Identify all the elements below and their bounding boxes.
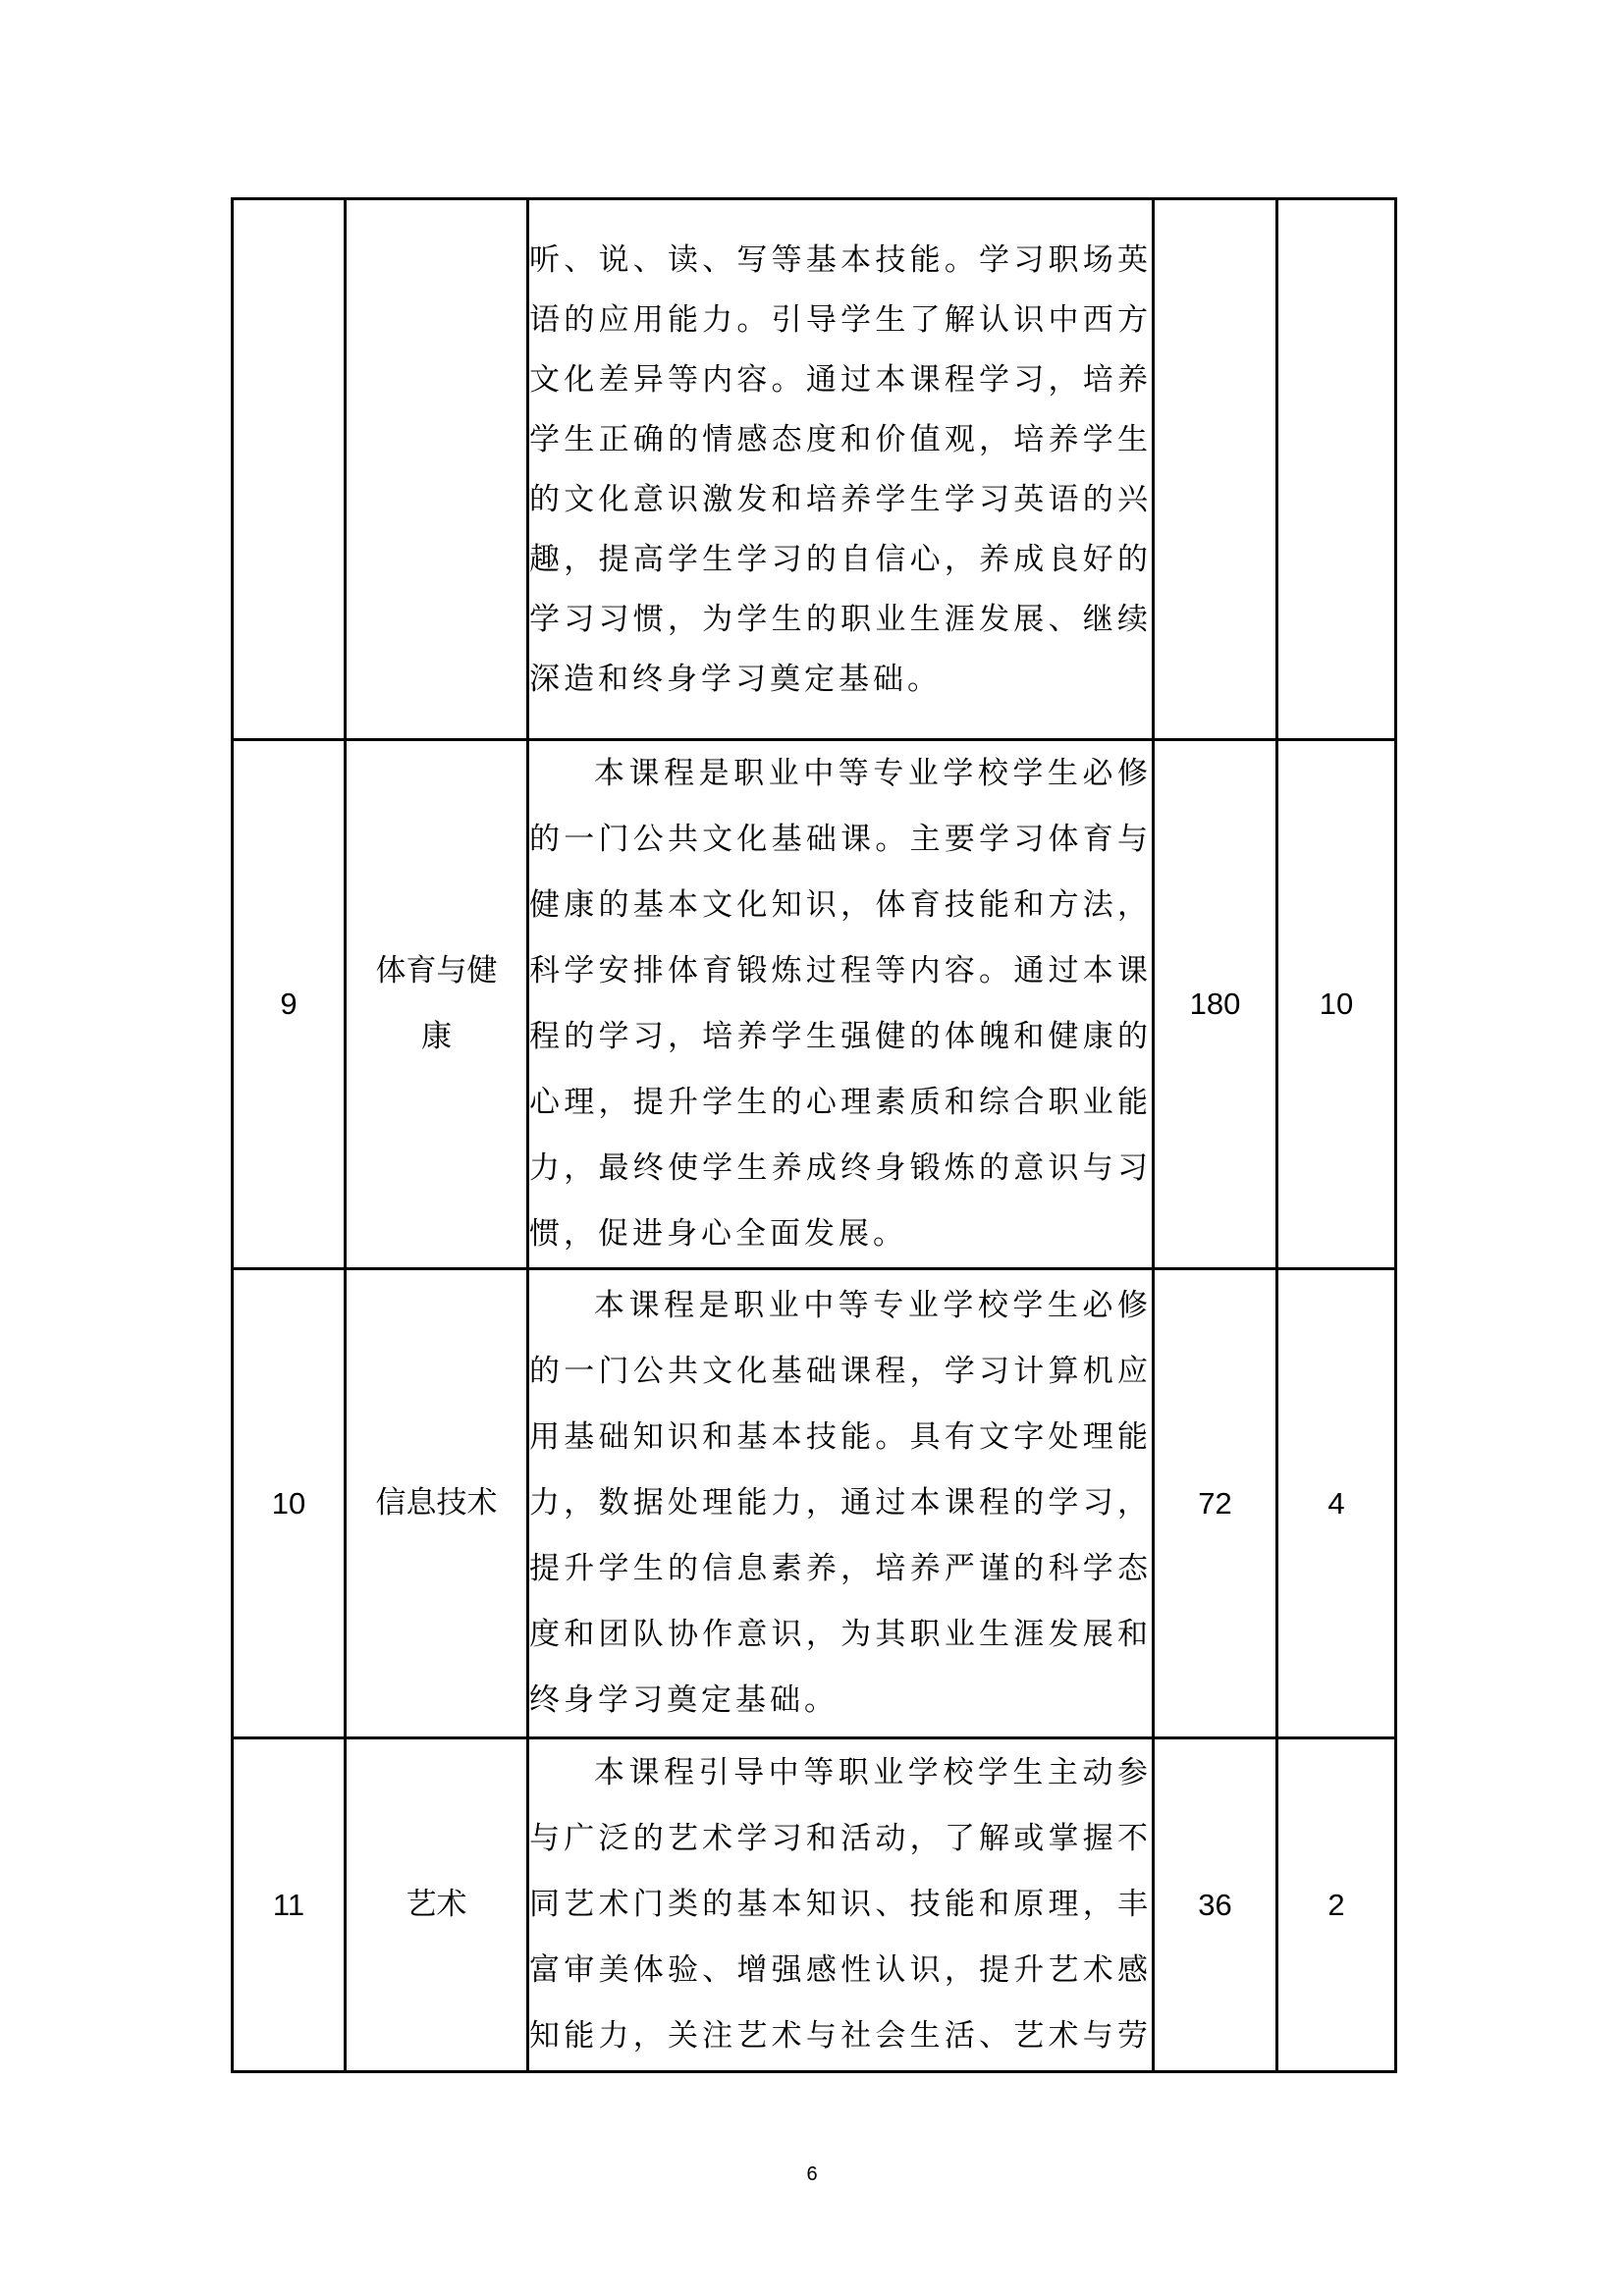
description-line: 知能力，关注艺术与社会生活、艺术与劳 — [529, 2018, 1152, 2054]
description-line: 用基础知识和基本技能。具有文字处理能 — [529, 1419, 1152, 1455]
course-credits: 2 — [1327, 1887, 1345, 1922]
course-name: 艺术 — [406, 1887, 467, 1922]
course-hours-cell — [1154, 740, 1277, 1269]
course-hours: 72 — [1198, 1485, 1232, 1521]
course-description — [528, 199, 1154, 740]
description-line: 本课程引导中等职业学校学生主动参 — [594, 1755, 1152, 1790]
course-hours: 36 — [1198, 1887, 1232, 1922]
description-line: 的一门公共文化基础课程，学习计算机应 — [529, 1354, 1152, 1389]
page-number: 6 — [806, 2163, 818, 2185]
description-line: 学生正确的情感态度和价值观，培养学生 — [529, 422, 1152, 457]
course-name-cell — [346, 1738, 528, 2072]
course-hours-cell — [1154, 199, 1277, 740]
course-name-cell — [346, 740, 528, 1269]
course-credits: 10 — [1319, 987, 1354, 1021]
description-line: 深造和终身学习奠定基础。 — [529, 662, 942, 697]
course-name-cell — [346, 1269, 528, 1738]
course-credits-cell — [1277, 1269, 1396, 1738]
course-hours: 180 — [1189, 987, 1241, 1021]
course-number: 11 — [272, 1887, 305, 1922]
course-table — [231, 197, 1397, 2073]
table-row — [233, 1738, 1396, 2072]
course-hours-cell — [1154, 1269, 1277, 1738]
description-line: 度和团队协作意识，为其职业生涯发展和 — [529, 1617, 1152, 1652]
description-line: 终身学习奠定基础。 — [529, 1682, 839, 1718]
course-name-cell — [346, 199, 528, 740]
table-row — [233, 1269, 1396, 1738]
course-hours-cell — [1154, 1738, 1277, 2072]
course-credits: 4 — [1327, 1485, 1345, 1521]
description-line: 与广泛的艺术学习和活动，了解或掌握不 — [529, 1821, 1152, 1856]
course-name: 信息技术 — [375, 1485, 498, 1521]
course-description — [528, 740, 1154, 1269]
course-credits-cell — [1277, 1738, 1396, 2072]
description-line: 的一门公共文化基础课。主要学习体育与 — [529, 822, 1152, 857]
course-credits-cell — [1277, 740, 1396, 1269]
course-number-cell — [233, 1738, 346, 2072]
description-line: 本课程是职业中等专业学校学生必修 — [594, 1288, 1152, 1323]
course-number-cell — [233, 1269, 346, 1738]
table-row — [233, 740, 1396, 1269]
description-line: 语的应用能力。引导学生了解认识中西方 — [529, 302, 1152, 338]
course-description — [528, 1738, 1154, 2072]
description-line: 听、说、读、写等基本技能。学习职场英 — [529, 242, 1152, 278]
course-number: 9 — [280, 987, 298, 1021]
course-description — [528, 1269, 1154, 1738]
description-line: 程的学习，培养学生强健的体魄和健康的 — [529, 1019, 1152, 1054]
description-line: 健康的基本文化知识，体育技能和方法， — [529, 887, 1152, 923]
description-line: 力，最终使学生养成终身锻炼的意识与习 — [529, 1150, 1152, 1186]
description-line: 文化差异等内容。通过本课程学习，培养 — [529, 362, 1152, 398]
course-name: 体育与健康 — [375, 953, 498, 1054]
course-credits-cell — [1277, 199, 1396, 740]
table-row — [233, 199, 1396, 740]
description-line: 提升学生的信息素养，培养严谨的科学态 — [529, 1551, 1152, 1586]
description-line: 趣，提高学生学习的自信心，养成良好的 — [529, 542, 1152, 577]
course-number-cell — [233, 740, 346, 1269]
description-line: 同艺术门类的基本知识、技能和原理，丰 — [529, 1887, 1152, 1922]
description-line: 富审美体验、增强感性认识，提升艺术感 — [529, 1952, 1152, 1988]
course-number-cell — [233, 199, 346, 740]
description-line: 惯，促进身心全面发展。 — [529, 1216, 907, 1252]
description-line: 本课程是职业中等专业学校学生必修 — [594, 756, 1152, 791]
course-number: 10 — [271, 1485, 306, 1521]
description-line: 心理，提升学生的心理素质和综合职业能 — [529, 1085, 1152, 1120]
description-line: 力，数据处理能力，通过本课程的学习， — [529, 1485, 1152, 1521]
description-line: 科学安排体育锻炼过程等内容。通过本课 — [529, 953, 1152, 988]
description-line: 的文化意识激发和培养学生学习英语的兴 — [529, 482, 1152, 517]
description-line: 学习习惯，为学生的职业生涯发展、继续 — [529, 602, 1152, 637]
